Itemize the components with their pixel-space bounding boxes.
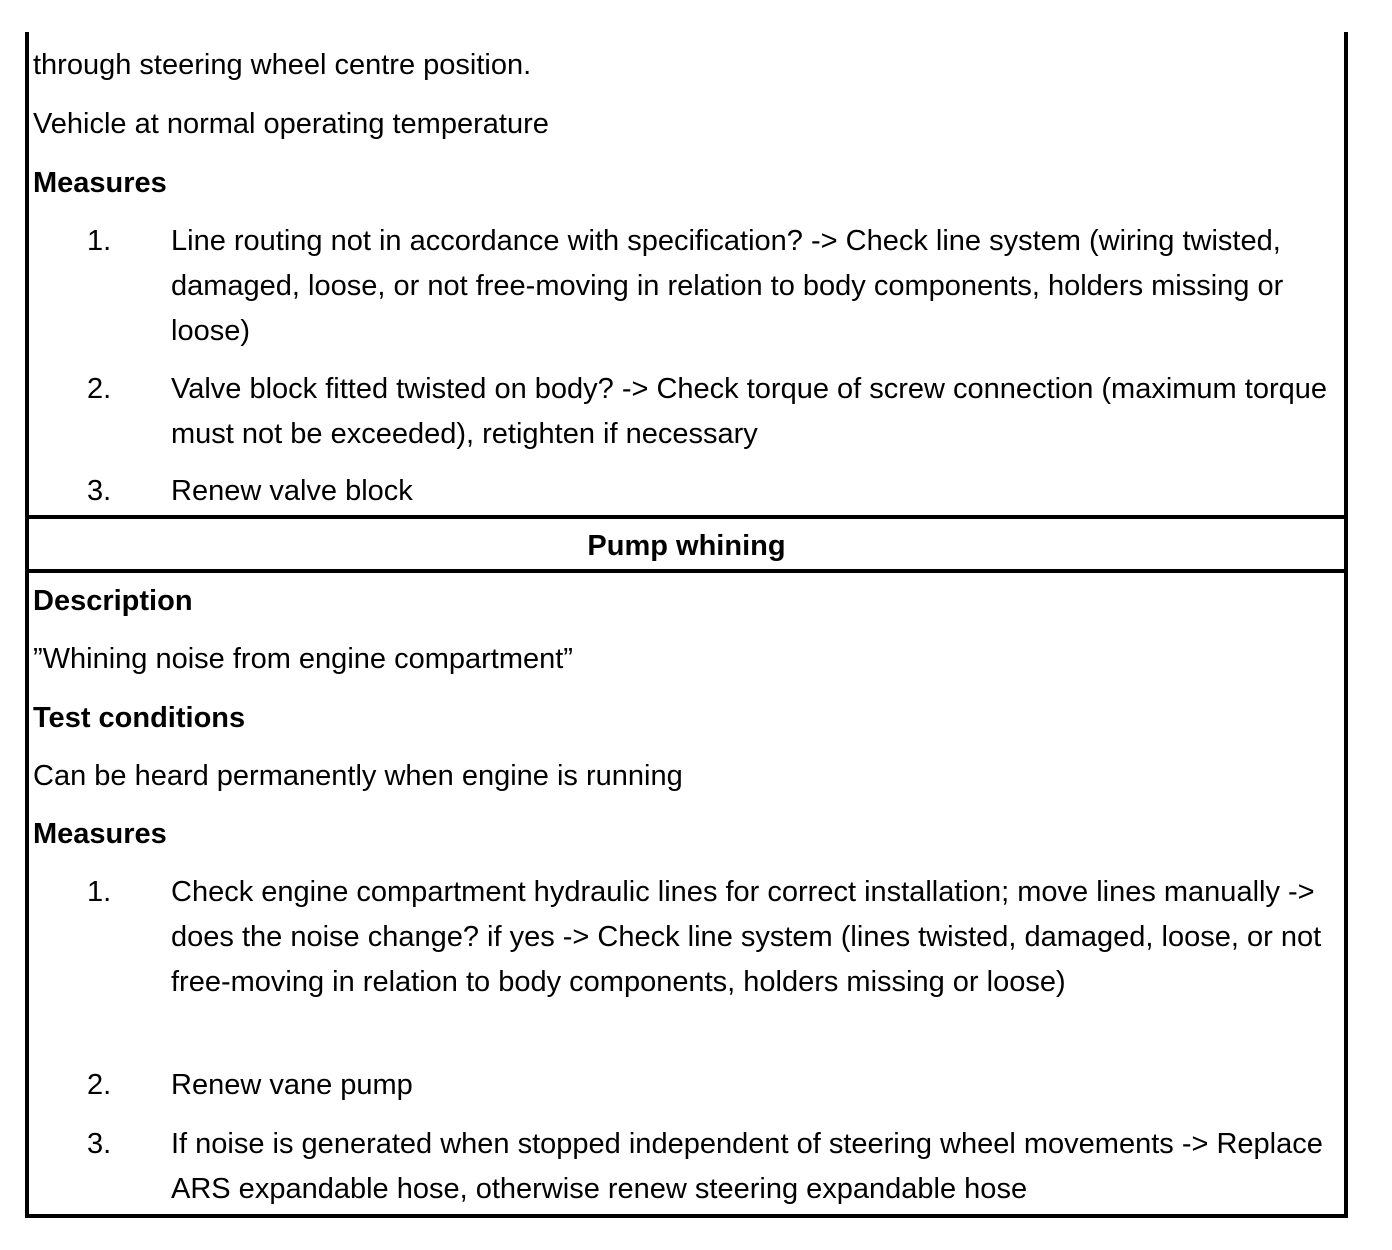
divider: [25, 569, 1348, 573]
test-conditions-text: Can be heard permanently when engine is running: [33, 760, 683, 792]
list-item: Valve block fitted twisted on body? -> Check torque of screw connection (maximum torque must not be exceeded), retighten if necessary: [171, 373, 1327, 450]
list-item-number: 2.: [87, 1069, 112, 1101]
table-frame: [25, 32, 1348, 1218]
section-title: Pump whining: [587, 530, 786, 562]
list-item-number: 1.: [87, 876, 112, 908]
continued-text: through steering wheel centre position.: [33, 49, 532, 81]
list-item: If noise is generated when stopped independent of steering wheel movements -> Replace ARS expandable hose, otherwise renew steering expandable hose: [171, 1128, 1323, 1205]
list-item-number: 3.: [87, 1128, 112, 1160]
list-item: Renew valve block: [171, 475, 413, 507]
divider: [25, 515, 1348, 519]
description-text: ”Whining noise from engine compartment”: [33, 643, 573, 675]
measures-heading: Measures: [33, 818, 167, 850]
condition-text: Vehicle at normal operating temperature: [33, 108, 549, 140]
test-conditions-heading: Test conditions: [33, 702, 246, 734]
list-item-number: 3.: [87, 475, 112, 507]
description-heading: Description: [33, 585, 193, 617]
list-item-number: 2.: [87, 373, 112, 405]
list-item-number: 1.: [87, 225, 112, 257]
list-item: Check engine compartment hydraulic lines for correct installation; move lines manually -> does the noise change? if yes -> Check line system (lines twisted, damaged, loose, or not free-moving in relation to body components, holders missing or loose): [171, 876, 1322, 998]
measures-heading: Measures: [33, 167, 167, 199]
list-item: Line routing not in accordance with specification? -> Check line system (wiring twisted, damaged, loose, or not free-moving in relation to body components, holders missing or loose): [171, 225, 1284, 347]
list-item: Renew vane pump: [171, 1069, 413, 1101]
